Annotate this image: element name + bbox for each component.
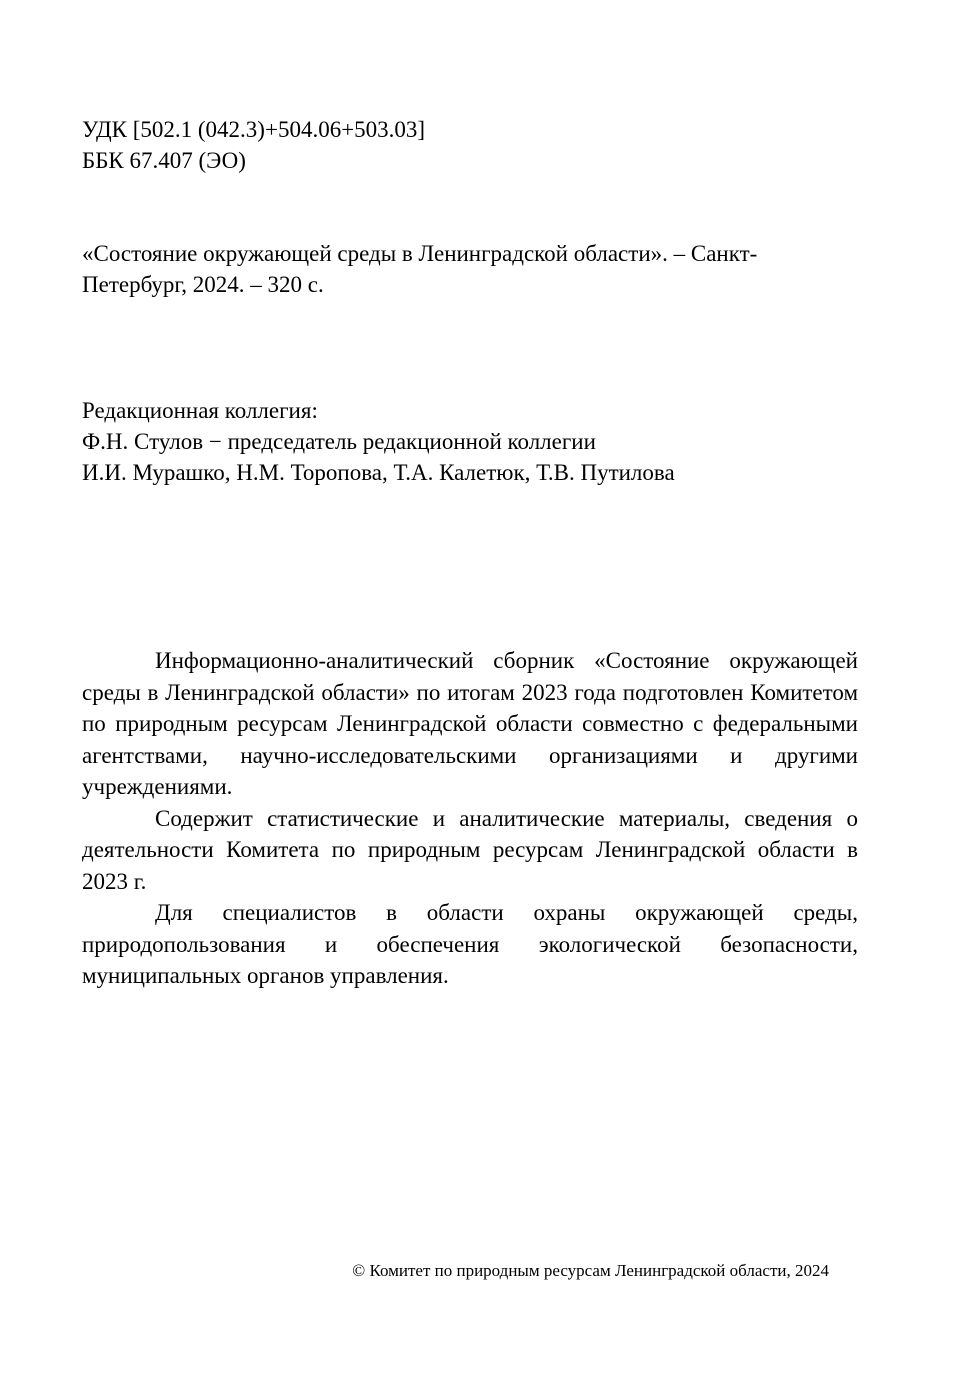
abstract-paragraph: Содержит статистические и аналитические материалы, сведения о деятельности Комитета по природным ресурсам Ленинградской области в 2023 г.: [82, 805, 858, 894]
editorial-board: [82, 395, 858, 488]
abstract-paragraph: Информационно-аналитический сборник «Состояние окружающей среды в Ленинградской области» по итогам 2023 года подготовлен Комитетом по природным ресурсам Ленинградской области совместно с федеральными агентствами, научно-исследовательскими организациями и другими учреждениями.: [82, 648, 858, 799]
editorial-members: И.И. Мурашко, Н.М. Торопова, Т.А. Калетюк, Т.В. Путилова: [82, 460, 675, 485]
citation-line-2: Петербург, 2024. – 320 с.: [82, 272, 324, 297]
abstract-paragraph: Для специалистов в области охраны окружающей среды, природопользования и обеспечения экологической безопасности, муниципальных органов управления.: [82, 900, 858, 988]
editorial-heading: Редакционная коллегия:: [82, 398, 318, 423]
abstract: [82, 645, 858, 992]
citation-line-1: «Состояние окружающей среды в Ленинградской области». – Санкт-: [82, 241, 758, 266]
bbk-code: ББК 67.407 (ЭО): [82, 148, 246, 173]
bibliographic-citation: [82, 238, 858, 300]
editorial-chair: Ф.Н. Стулов − председатель редакционной коллегии: [82, 429, 596, 454]
classification-codes: [82, 114, 858, 176]
copyright-notice: © Комитет по природным ресурсам Ленинградской области, 2024: [352, 1261, 829, 1280]
udk-code: УДК [502.1 (042.3)+504.06+503.03]: [82, 117, 426, 142]
